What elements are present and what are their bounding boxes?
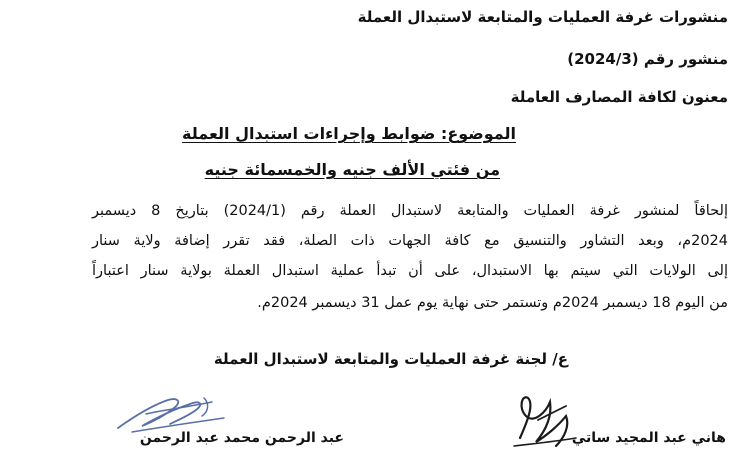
subject-line-2: من فئتي الألف جنيه والخمسمائة جنيه xyxy=(204,160,500,179)
body-line-4: من اليوم 18 ديسمبر 2024م وتستمر حتى نهاية يوم عمل 31 ديسمبر 2024م. xyxy=(257,295,728,311)
signatory-name-right: هاني عبد المجيد ساتي xyxy=(571,430,726,446)
signatory-name-left: عبد الرحمن محمد عبد الرحمن xyxy=(139,430,344,446)
body-line-2: 2024م، وبعد التشاور والتنسيق مع كافة الجهات ذات الصلة، فقد تقرر إضافة ولاية سنار xyxy=(92,233,728,249)
committee-line: ع/ لجنة غرفة العمليات والمتابعة لاستبدال العملة xyxy=(213,350,568,368)
circular-number: منشور رقم (2024/3) xyxy=(567,50,728,68)
addressee: معنون لكافة المصارف العاملة xyxy=(510,88,728,106)
body-line-3: إلى الولايات التي سيتم بها الاستبدال، على أن تبدأ عملية استبدال العملة بولاية سنار اعتباراً xyxy=(92,263,728,279)
body-line-1: إلحاقاً لمنشور غرفة العمليات والمتابعة لاستبدال العملة رقم (2024/1) بتاريخ 8 ديسمبر xyxy=(92,203,729,219)
document-title: منشورات غرفة العمليات والمتابعة لاستبدال العملة xyxy=(357,8,728,26)
subject-line-1: الموضوع: ضوابط وإجراءات استبدال العملة xyxy=(182,124,516,143)
